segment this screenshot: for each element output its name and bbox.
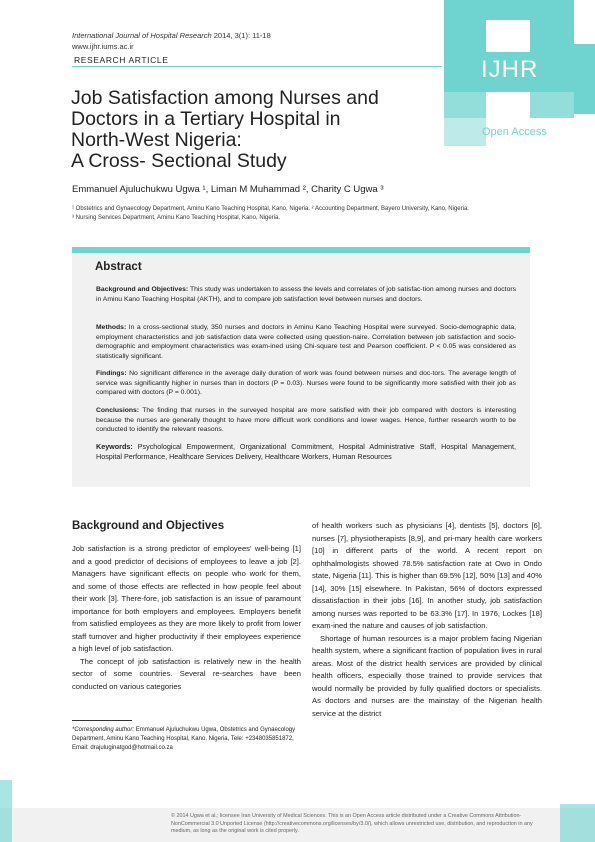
keywords-text: Psychological Empowerment, Organizational Commitment, Hospital Administrative Staff, Hospital Management, Hospital Performance, Healthcare Services Delivery, Healthcare Workers, Human Resources	[96, 442, 516, 461]
logo-tile	[444, 118, 486, 146]
abstract-keywords	[96, 442, 516, 462]
body-paragraph: The concept of job satisfaction is relatively new in the health sector of some countries. Several re-searches have been conducted on various categories	[72, 656, 301, 691]
affiliation-line: ³ Nursing Services Department, Aminu Kano Teaching Hospital, Kano, Nigeria.	[72, 215, 280, 221]
abstract-label: Keywords:	[96, 442, 133, 451]
abstract-text: In a cross-sectional study, 350 nurses and doctors in Aminu Kano Teaching Hospital were surveyed. Socio-demographic data, employment characteristics and job satisfaction data were collected using question-naire. Correlation between job satisfaction and socio-demographic and employment characteristics was exam-ined using Chi-square test and Pearson coefficient. P < 0.05 was considered as statistically significant.	[96, 324, 516, 360]
body-paragraph: Shortage of human resources is a major problem facing Nigerian health system, where a significant fraction of population lives in rural areas. Most of the district health services are provided by clinical health officers, especially those trained to provide services that would normally be provided by fully qualified doctors or specialists. As doctors and nurses are the mainstay of the Nigerian health service at the district	[312, 633, 542, 718]
open-access-label: Open Access	[482, 126, 547, 138]
abstract-text: The finding that nurses in the surveyed hospital are more satisfied with their job compared with doctors is interesting because the nurses are generally thought to have more difficult work conditions and lower wages. Hence, further research worth to be conducted to identify the relevant reasons.	[96, 407, 516, 434]
affiliations	[72, 205, 532, 223]
license-notice: © 2014 Ugwa et al.; licensee Iran University of Medical Sciences. This is an Open Access article distributed under a Creative Commons Attribution-NonCommercial 3.0 Unported License (http://creativecommons.org/licenses/by/3.0/), which allows unrestricted use, distribution, and reproduction in any medium, as long as the original work is cited properly.	[171, 813, 533, 834]
section-heading: Background and Objectives	[72, 520, 225, 532]
logo-tile	[444, 92, 486, 118]
logo-tile	[530, 0, 574, 52]
abstract-findings	[96, 369, 516, 398]
body-right-column	[312, 520, 542, 720]
footer-accent	[560, 804, 595, 842]
body-left-column	[72, 543, 301, 693]
abstract-label: Methods:	[96, 324, 127, 331]
article-type-label: RESEARCH ARTICLE	[74, 55, 169, 65]
journal-logo: IJHR	[481, 56, 539, 83]
journal-citation	[72, 31, 271, 40]
corr-label: *Corresponding author:	[72, 727, 135, 733]
abstract-text: No significant difference in the average daily duration of work was found between nurses and doc-tors. The average length of service was significantly higher in nurses than in doctors (P = 0.03). Nurses were found to be significantly more satisfied with their job as compared with doctors (P = 0.001).	[96, 370, 516, 397]
footer-accent	[0, 780, 12, 842]
header-divider	[72, 66, 442, 67]
logo-tile	[486, 0, 530, 20]
author-list: Emmanuel Ajuluchukwu Ugwa ¹, Liman M Muhammad ², Charity C Ugwa ³	[72, 184, 384, 195]
body-paragraph: of health workers such as physicians [4], dentists [5], doctors [6], nurses [7], physiotherapists [8,9], and pri-mary health care workers [10] in different parts of the world. A recent report on ophthalmologists showed 78.5% satisfaction rate at Owo in Ondo state, Nigeria [11]. This is higher than 69.5% [12], 50% [13] and 40% [14], 30% [15] elsewhere. In Pakistan, 56% of doctors expressed dissatisfaction in their jobs [16]. In another study, job satisfaction among nurses was reported to be 63.3% [17]. In 1976, Lockes [18] exam-ined the nature and causes of job satisfaction.	[312, 521, 542, 630]
logo-tile	[530, 92, 574, 118]
abstract-heading: Abstract	[95, 261, 142, 273]
abstract-background	[96, 285, 516, 304]
corr-text: Emmanuel Ajuluchukwu Ugwa, Obstetrics and Gynaecology Department, Aminu Kano Teaching Hospital, Kano, Nigeria, Tele: +2348035851872, Email: drajuluginatgod@hotmail.co.za	[72, 727, 296, 751]
affiliation-line: ¹ Obstetrics and Gynaecology Department, Aminu Kano Teaching Hospital, Kano, Nigeria. ² Accounting Department, Bayero University, Kano, Nigeria.	[72, 206, 469, 212]
title-line: Job Satisfaction among Nurses and	[71, 87, 379, 109]
footnote-divider	[72, 720, 132, 721]
title-line: A Cross- Sectional Study	[71, 150, 287, 172]
abstract-conclusions	[96, 406, 516, 435]
journal-url[interactable]: www.ijhr.iums.ac.ir	[72, 42, 134, 51]
logo-tile	[444, 0, 486, 52]
title-line: Doctors in a Tertiary Hospital in	[71, 108, 341, 130]
abstract-accent-bar	[72, 247, 530, 253]
body-paragraph: Job satisfaction is a strong predictor of employees' well-being [1] and a good predictor of decisions of employees to leave a job [2]. Managers have significant effects on people who work for them, and some of those effects are reflected in how people feel about their work [3]. There-fore, job satisfaction is an issue of paramount importance for both employers and employees. Employers benefit from satisfied employees as they are more likely to profit from lower staff turnover and higher productivity if their employees experience a high level of job satisfaction.	[72, 544, 301, 653]
journal-name: International Journal of Hospital Research	[72, 31, 212, 40]
abstract-label: Conclusions:	[96, 407, 140, 414]
abstract-label: Background and Objectives:	[96, 286, 189, 293]
corresponding-author-note	[72, 726, 302, 753]
article-title	[71, 88, 441, 172]
title-line: North-West Nigeria:	[71, 129, 242, 151]
abstract-label: Findings:	[96, 370, 127, 377]
logo-tile	[574, 44, 595, 114]
abstract-text: This study was undertaken to assess the levels and correlates of job satisfac-tion among nurses and doctors in Aminu Kano Teaching Hospital (AKTH), and to compare job satisfaction level between nurses and doctors.	[96, 286, 517, 303]
volume-info: 2014, 3(1): 11-18	[211, 31, 271, 40]
abstract-methods	[96, 323, 516, 361]
